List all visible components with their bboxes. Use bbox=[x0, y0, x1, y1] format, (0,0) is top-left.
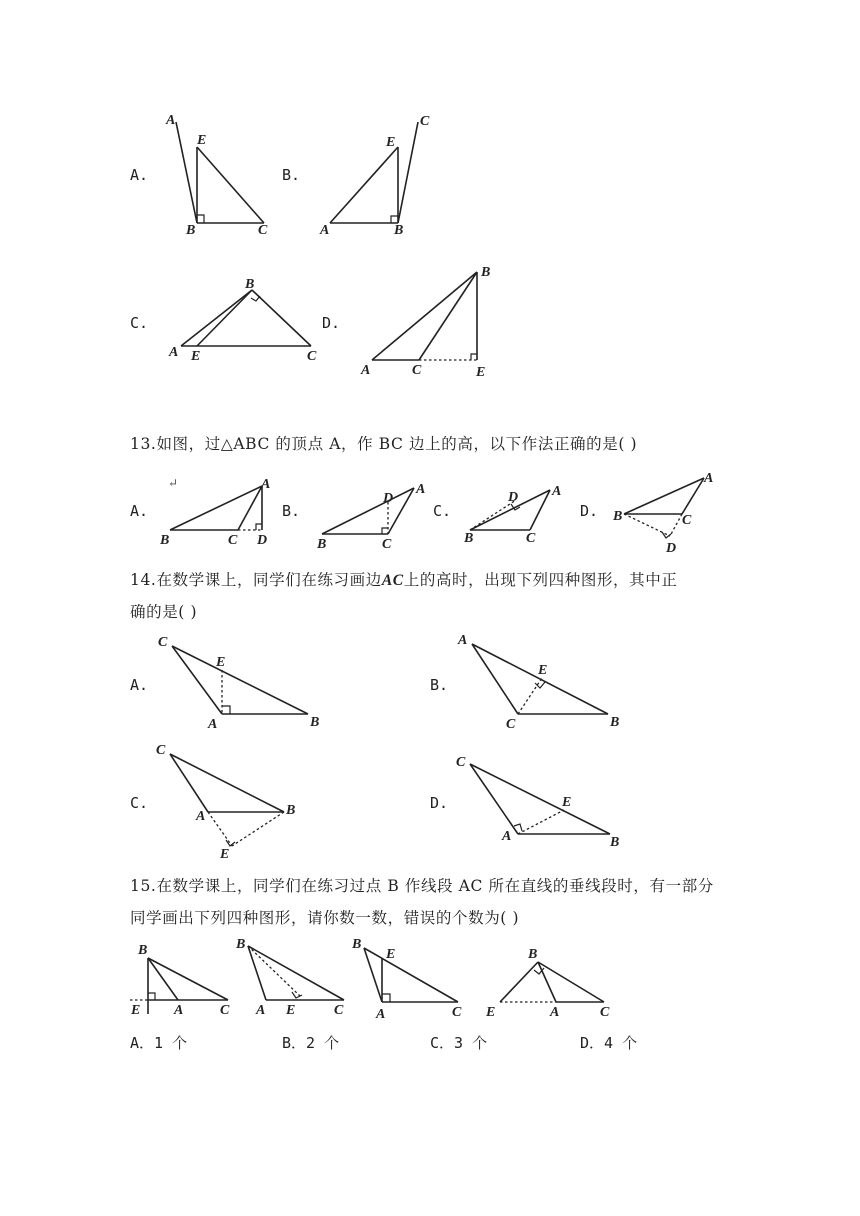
q14-figure-d bbox=[450, 746, 640, 856]
q15-2-label-c: C bbox=[334, 1003, 344, 1018]
q12-option-b-label: B. bbox=[282, 166, 301, 184]
q12-figure-a bbox=[160, 110, 290, 240]
q15-figure-3 bbox=[348, 934, 468, 1024]
q14-figure-c bbox=[150, 742, 320, 862]
q13-option-a-label: A. bbox=[130, 502, 149, 520]
q14d-label-b: B bbox=[610, 835, 620, 850]
q13a-label-b: B bbox=[160, 533, 170, 548]
q14d-label-e: E bbox=[562, 795, 572, 810]
q13c-label-a: A bbox=[552, 484, 562, 499]
q13-question-text: 13.如图，过△ABC 的顶点 A，作 BC 边上的高，以下作法正确的是( ) bbox=[130, 435, 638, 453]
q13d-label-b: B bbox=[613, 509, 623, 524]
q14-option-a-label: A. bbox=[130, 676, 149, 694]
q13b-label-a: A bbox=[416, 482, 426, 497]
q15-answer-b: B．2 个 bbox=[282, 1034, 340, 1052]
q14-option-c-label: C. bbox=[130, 794, 149, 812]
q15-4-label-b: B bbox=[528, 947, 538, 962]
q15-question-text-line2: 同学画出下列四种图形，请你数一数，错误的个数为( ) bbox=[130, 909, 520, 927]
q13d-label-d: D bbox=[666, 541, 677, 556]
q13d-label-a: A bbox=[704, 471, 714, 486]
q12a-label-a: A bbox=[166, 113, 176, 128]
q13-option-d-label: D. bbox=[580, 502, 599, 520]
q13-figure-a bbox=[158, 476, 288, 551]
q13d-label-c: C bbox=[682, 513, 692, 528]
q13-figure-c bbox=[458, 476, 578, 546]
q12b-label-a: A bbox=[320, 223, 330, 238]
q15-3-label-a: A bbox=[376, 1007, 386, 1022]
q15-2-label-a: A bbox=[256, 1003, 266, 1018]
q13b-label-c: C bbox=[382, 537, 392, 552]
q12c-label-b: B bbox=[245, 277, 255, 292]
q13b-label-d: D bbox=[383, 491, 394, 506]
q12a-label-b: B bbox=[186, 223, 196, 238]
q14d-label-a: A bbox=[502, 829, 512, 844]
q12d-label-e: E bbox=[476, 365, 486, 380]
q13-option-c-label: C. bbox=[433, 502, 452, 520]
q14a-label-a: A bbox=[208, 717, 218, 732]
q12b-label-b: B bbox=[394, 223, 404, 238]
q12c-label-e: E bbox=[191, 349, 201, 364]
q12a-label-c: C bbox=[258, 223, 268, 238]
q13a-label-a: A bbox=[261, 477, 271, 492]
q13a-label-d: D bbox=[257, 533, 268, 548]
q14b-label-a: A bbox=[458, 633, 468, 648]
q12b-label-e: E bbox=[386, 135, 396, 150]
q14b-label-c: C bbox=[506, 717, 516, 732]
q12d-label-b: B bbox=[481, 265, 491, 280]
q14d-label-c: C bbox=[456, 755, 466, 770]
q14b-label-e: E bbox=[538, 663, 548, 678]
q15-1-label-a: A bbox=[174, 1003, 184, 1018]
q15-question-text: 15.在数学课上，同学们在练习过点 B 作线段 AC 所在直线的垂线段时，有一部分 bbox=[130, 877, 714, 895]
q12-figure-d bbox=[355, 262, 505, 382]
q13-option-b-label: B. bbox=[282, 502, 301, 520]
q12-figure-b bbox=[318, 110, 448, 240]
q12d-label-c: C bbox=[412, 363, 422, 378]
q15-3-label-b: B bbox=[352, 937, 362, 952]
q12b-label-c: C bbox=[420, 114, 430, 129]
q14-figure-b bbox=[450, 628, 640, 738]
q15-answer-c: C．3 个 bbox=[430, 1034, 488, 1052]
q15-1-label-e: E bbox=[131, 1003, 141, 1018]
q12-figure-c bbox=[165, 270, 335, 370]
q14c-label-c: C bbox=[156, 743, 166, 758]
paragraph-mark: ↵ bbox=[168, 476, 179, 490]
q15-4-label-a: A bbox=[550, 1005, 560, 1020]
q15-4-label-c: C bbox=[600, 1005, 610, 1020]
q12c-label-c: C bbox=[307, 349, 317, 364]
q15-figure-4 bbox=[486, 944, 616, 1024]
q15-4-label-e: E bbox=[486, 1005, 496, 1020]
q13c-label-c: C bbox=[526, 531, 536, 546]
q13a-label-c: C bbox=[228, 533, 238, 548]
q14-option-b-label: B. bbox=[430, 676, 449, 694]
q15-2-label-e: E bbox=[286, 1003, 296, 1018]
q15-figure-2 bbox=[232, 934, 352, 1024]
q12-option-c-label: C. bbox=[130, 314, 149, 332]
q14c-label-a: A bbox=[196, 809, 206, 824]
q15-answer-a: A．1 个 bbox=[130, 1034, 188, 1052]
q14a-label-b: B bbox=[310, 715, 320, 730]
q14a-label-c: C bbox=[158, 635, 168, 650]
q14-question-text-line2: 确的是( ) bbox=[130, 603, 198, 621]
q12a-label-e: E bbox=[197, 133, 207, 148]
q12-option-d-label: D. bbox=[322, 314, 341, 332]
q14c-label-b: B bbox=[286, 803, 296, 818]
q15-2-label-b: B bbox=[236, 937, 246, 952]
q13-figure-d bbox=[610, 468, 730, 558]
q13c-label-d: D bbox=[508, 490, 519, 505]
q14-figure-a bbox=[150, 628, 340, 738]
q14-question-text: 14.在数学课上，同学们在练习画边AC上的高时，出现下列四种图形，其中正 bbox=[130, 571, 678, 589]
q15-1-label-b: B bbox=[138, 943, 148, 958]
q12d-label-a: A bbox=[361, 363, 371, 378]
q15-3-label-e: E bbox=[386, 947, 396, 962]
q15-figure-1 bbox=[128, 938, 238, 1023]
q15-1-label-c: C bbox=[220, 1003, 230, 1018]
q14b-label-b: B bbox=[610, 715, 620, 730]
q12-option-a-label: A. bbox=[130, 166, 149, 184]
q14a-label-e: E bbox=[216, 655, 226, 670]
q13b-label-b: B bbox=[317, 537, 327, 552]
q15-answer-d: D．4 个 bbox=[580, 1034, 638, 1052]
q12c-label-a: A bbox=[169, 345, 179, 360]
q13c-label-b: B bbox=[464, 531, 474, 546]
q15-3-label-c: C bbox=[452, 1005, 462, 1020]
q14c-label-e: E bbox=[220, 847, 230, 862]
q14-option-d-label: D. bbox=[430, 794, 449, 812]
q13-figure-b bbox=[312, 474, 442, 552]
